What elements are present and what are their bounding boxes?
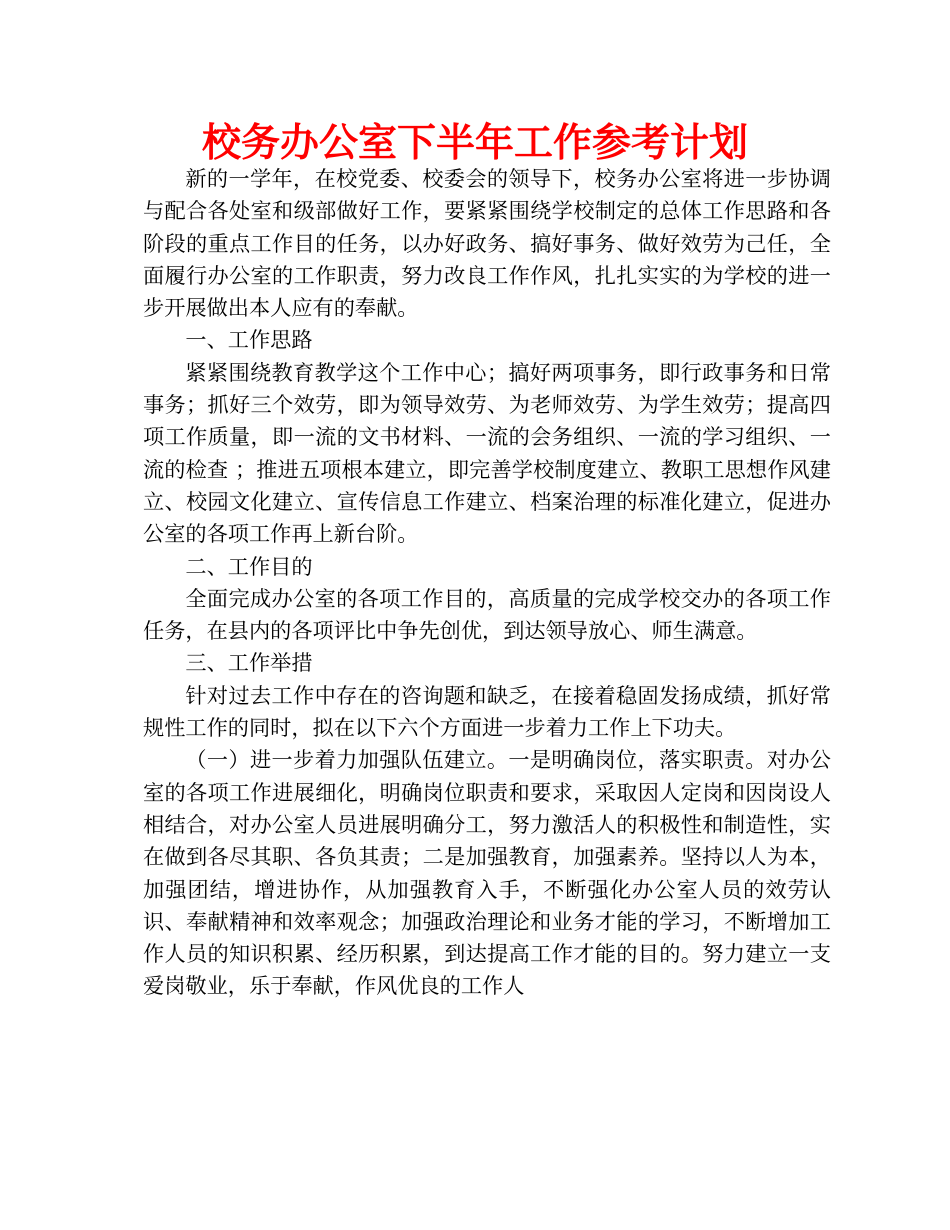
paragraph-work-goals: 全面完成办公室的各项工作目的，高质量的完成学校交办的各项工作任务，在县内的各项评比中争先创优，到达领导放心、师生满意。 <box>143 585 831 644</box>
section-heading-work-ideas: 一、工作思路 <box>185 327 313 353</box>
section-heading-work-goals: 二、工作目的 <box>185 553 313 579</box>
paragraph-intro: 新的一学年，在校党委、校委会的领导下，校务办公室将进一步协调与配合各处室和级部做好工作，要紧紧围绕学校制定的总体工作思路和各阶段的重点工作目的任务，以办好政务、搞好事务、做好效劳为己任，全面履行办公室的工作职责，努力改良工作作风，扎扎实实的为学校的进一步开展做出本人应有的奉献。 <box>143 166 831 321</box>
paragraph-work-ideas: 紧紧围绕教育教学这个工作中心；搞好两项事务，即行政事务和日常事务；抓好三个效劳，即为领导效劳、为老师效劳、为学生效劳；提高四项工作质量，即一流的文书材料、一流的会务组织、一流的学习组织、一流的检查 ；推进五项根本建立，即完善学校制度建立、教职工思想作风建立、校园文化建立、宣传信息工作建立、档案治理的标准化建立，促进办公室的各项工作再上新台阶。 <box>143 359 831 547</box>
document-body <box>143 163 831 1003</box>
document-title: 校务办公室下半年工作参考计划 <box>201 121 748 166</box>
section-heading-work-measures: 三、工作举措 <box>185 650 313 676</box>
paragraph-work-measures: 针对过去工作中存在的咨询题和缺乏，在接着稳固发扬成绩，抓好常规性工作的同时，拟在以下六个方面进一步着力工作上下功夫。 <box>143 682 831 741</box>
paragraph-team-building: （一）进一步着力加强队伍建立。一是明确岗位，落实职责。对办公室的各项工作进展细化，明确岗位职责和要求，采取因人定岗和因岗设人相结合，对办公室人员进展明确分工，努力激活人的积极性和制造性，实在做到各尽其职、各负其责；二是加强教育，加强素养。坚持以人为本，加强团结，增进协作，从加强教育入手，不断强化办公室人员的效劳认识、奉献精神和效率观念；加强政治理论和业务才能的学习，不断增加工作人员的知识积累、经历积累，到达提高工作才能的目的。努力建立一支爱岗敬业，乐于奉献，作风优良的工作人 <box>143 747 831 999</box>
